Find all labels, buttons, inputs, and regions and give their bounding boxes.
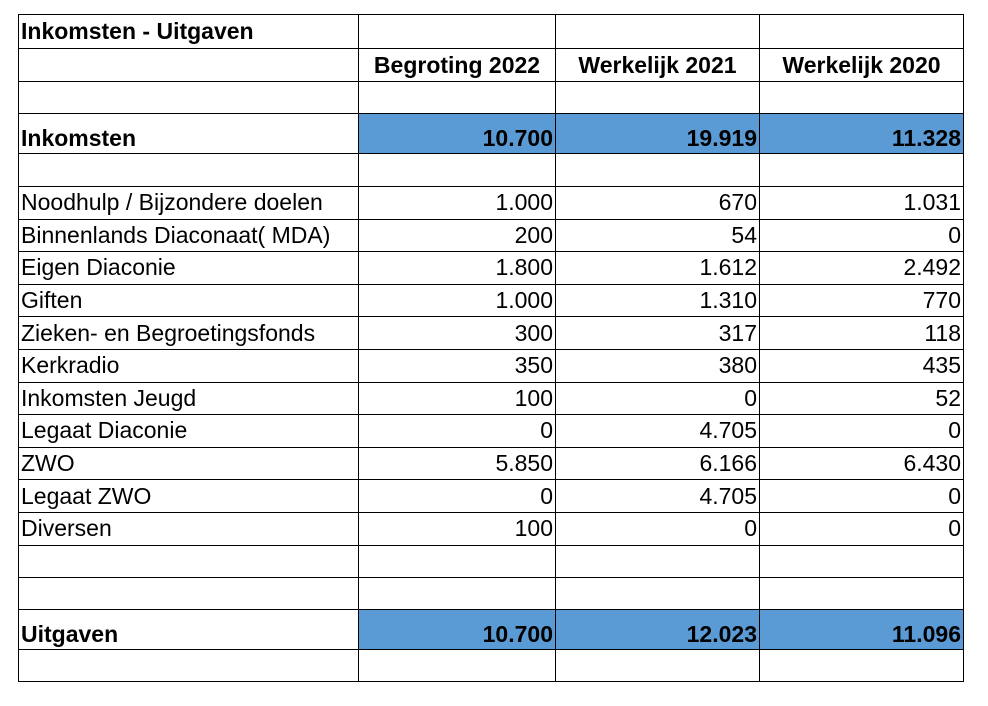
row-label[interactable]: Eigen Diaconie bbox=[19, 252, 359, 285]
empty-cell[interactable] bbox=[760, 15, 964, 49]
row-label[interactable]: Inkomsten Jeugd bbox=[19, 382, 359, 415]
empty-cell[interactable] bbox=[760, 649, 964, 681]
value-werkelijk-2021[interactable]: 1.310 bbox=[556, 284, 760, 317]
value-werkelijk-2021[interactable]: 0 bbox=[556, 382, 760, 415]
value-werkelijk-2020[interactable]: 0 bbox=[760, 480, 964, 513]
empty-cell[interactable] bbox=[556, 154, 760, 187]
income-total-row bbox=[19, 114, 964, 154]
value-werkelijk-2021[interactable]: 317 bbox=[556, 317, 760, 350]
value-werkelijk-2021[interactable]: 0 bbox=[556, 512, 760, 545]
row-label[interactable]: Noodhulp / Bijzondere doelen bbox=[19, 187, 359, 220]
income-total-werkelijk-2021[interactable]: 19.919 bbox=[556, 114, 760, 154]
value-werkelijk-2021[interactable]: 1.612 bbox=[556, 252, 760, 285]
value-werkelijk-2021[interactable]: 54 bbox=[556, 219, 760, 252]
value-werkelijk-2021[interactable]: 4.705 bbox=[556, 480, 760, 513]
value-werkelijk-2020[interactable]: 2.492 bbox=[760, 252, 964, 285]
empty-cell[interactable] bbox=[760, 82, 964, 114]
income-items bbox=[19, 187, 964, 546]
empty-cell[interactable] bbox=[359, 649, 556, 681]
row-label[interactable]: Zieken- en Begroetingsfonds bbox=[19, 317, 359, 350]
empty-cell[interactable] bbox=[19, 154, 359, 187]
empty-cell[interactable] bbox=[19, 545, 359, 577]
value-werkelijk-2021[interactable]: 670 bbox=[556, 187, 760, 220]
table-row bbox=[19, 252, 964, 285]
row-label[interactable]: Kerkradio bbox=[19, 349, 359, 382]
value-begroting-2022[interactable]: 100 bbox=[359, 382, 556, 415]
empty-cell[interactable] bbox=[359, 82, 556, 114]
value-begroting-2022[interactable]: 1.000 bbox=[359, 284, 556, 317]
value-werkelijk-2021[interactable]: 6.166 bbox=[556, 447, 760, 480]
empty-cell[interactable] bbox=[359, 15, 556, 49]
value-werkelijk-2020[interactable]: 52 bbox=[760, 382, 964, 415]
income-total-label[interactable]: Inkomsten bbox=[19, 114, 359, 154]
empty-cell[interactable] bbox=[556, 545, 760, 577]
income-total-werkelijk-2020[interactable]: 11.328 bbox=[760, 114, 964, 154]
value-werkelijk-2020[interactable]: 1.031 bbox=[760, 187, 964, 220]
empty-cell[interactable] bbox=[556, 82, 760, 114]
table-row bbox=[19, 284, 964, 317]
empty-cell[interactable] bbox=[359, 154, 556, 187]
row-label[interactable]: Giften bbox=[19, 284, 359, 317]
value-werkelijk-2020[interactable]: 0 bbox=[760, 512, 964, 545]
value-begroting-2022[interactable]: 0 bbox=[359, 415, 556, 448]
row-label[interactable]: Diversen bbox=[19, 512, 359, 545]
header-row bbox=[19, 49, 964, 82]
column-header-begroting-2022[interactable]: Begroting 2022 bbox=[359, 49, 556, 82]
column-header-werkelijk-2020[interactable]: Werkelijk 2020 bbox=[760, 49, 964, 82]
budget-table bbox=[18, 14, 964, 682]
empty-cell[interactable] bbox=[760, 545, 964, 577]
expense-total-begroting-2022[interactable]: 10.700 bbox=[359, 609, 556, 649]
expense-total-row bbox=[19, 609, 964, 649]
value-werkelijk-2020[interactable]: 118 bbox=[760, 317, 964, 350]
row-label[interactable]: Legaat ZWO bbox=[19, 480, 359, 513]
value-begroting-2022[interactable]: 200 bbox=[359, 219, 556, 252]
value-werkelijk-2021[interactable]: 4.705 bbox=[556, 415, 760, 448]
empty-cell[interactable] bbox=[359, 577, 556, 609]
value-begroting-2022[interactable]: 5.850 bbox=[359, 447, 556, 480]
empty-cell[interactable] bbox=[556, 15, 760, 49]
table-row bbox=[19, 317, 964, 350]
value-begroting-2022[interactable]: 1.000 bbox=[359, 187, 556, 220]
row-label[interactable]: Binnenlands Diaconaat( MDA) bbox=[19, 219, 359, 252]
empty-row bbox=[19, 649, 964, 681]
table-row bbox=[19, 512, 964, 545]
empty-cell[interactable] bbox=[760, 577, 964, 609]
row-label[interactable]: ZWO bbox=[19, 447, 359, 480]
income-total-begroting-2022[interactable]: 10.700 bbox=[359, 114, 556, 154]
value-werkelijk-2021[interactable]: 380 bbox=[556, 349, 760, 382]
sheet-title[interactable]: Inkomsten - Uitgaven bbox=[19, 15, 359, 49]
table-row bbox=[19, 382, 964, 415]
value-begroting-2022[interactable]: 350 bbox=[359, 349, 556, 382]
empty-cell[interactable] bbox=[760, 154, 964, 187]
empty-cell[interactable] bbox=[19, 577, 359, 609]
table-row bbox=[19, 349, 964, 382]
table-row bbox=[19, 447, 964, 480]
value-werkelijk-2020[interactable]: 6.430 bbox=[760, 447, 964, 480]
empty-row bbox=[19, 545, 964, 577]
expense-total-label[interactable]: Uitgaven bbox=[19, 609, 359, 649]
value-werkelijk-2020[interactable]: 435 bbox=[760, 349, 964, 382]
empty-row bbox=[19, 82, 964, 114]
row-label[interactable]: Legaat Diaconie bbox=[19, 415, 359, 448]
empty-row bbox=[19, 577, 964, 609]
title-row bbox=[19, 15, 964, 49]
table-row bbox=[19, 415, 964, 448]
table-row bbox=[19, 187, 964, 220]
empty-cell[interactable] bbox=[556, 649, 760, 681]
value-begroting-2022[interactable]: 100 bbox=[359, 512, 556, 545]
value-werkelijk-2020[interactable]: 0 bbox=[760, 415, 964, 448]
empty-cell[interactable] bbox=[359, 545, 556, 577]
expense-total-werkelijk-2020[interactable]: 11.096 bbox=[760, 609, 964, 649]
table-row bbox=[19, 219, 964, 252]
value-begroting-2022[interactable]: 0 bbox=[359, 480, 556, 513]
value-werkelijk-2020[interactable]: 770 bbox=[760, 284, 964, 317]
expense-total-werkelijk-2021[interactable]: 12.023 bbox=[556, 609, 760, 649]
empty-cell[interactable] bbox=[19, 649, 359, 681]
value-werkelijk-2020[interactable]: 0 bbox=[760, 219, 964, 252]
value-begroting-2022[interactable]: 300 bbox=[359, 317, 556, 350]
value-begroting-2022[interactable]: 1.800 bbox=[359, 252, 556, 285]
table-row bbox=[19, 480, 964, 513]
column-header-werkelijk-2021[interactable]: Werkelijk 2021 bbox=[556, 49, 760, 82]
empty-cell[interactable] bbox=[19, 82, 359, 114]
empty-cell[interactable] bbox=[19, 49, 359, 82]
empty-cell[interactable] bbox=[556, 577, 760, 609]
empty-row bbox=[19, 154, 964, 187]
